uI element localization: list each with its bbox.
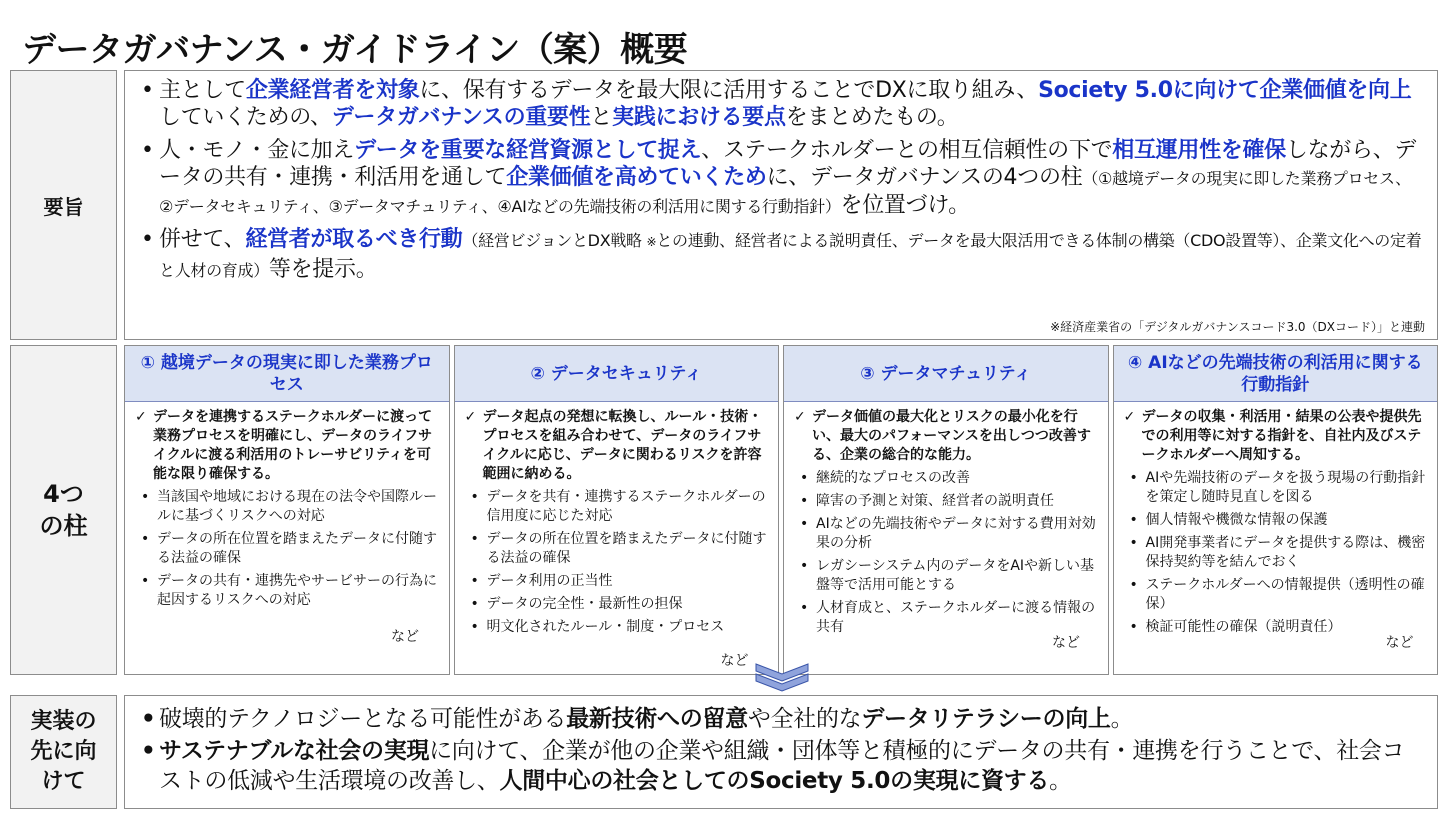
highlight: 実践における要点	[612, 105, 786, 130]
pillar-lead: ✓ データを連携するステークホルダーに渡って業務プロセスを明確にし、データのライフサイクルに渡る利活用のトレーサビリティを可能な限り確保する。	[133, 408, 441, 484]
etc-label: など	[391, 629, 419, 645]
pillar-4	[1113, 345, 1439, 675]
highlight: Society 5.0に向けて企業価値を向上	[1038, 78, 1412, 103]
note-mark: ※	[646, 235, 657, 249]
pillar-lead: ✓ データの収集・利活用・結果の公表や提供先での利用等に対する指針を、自社内及びステークホルダーへ周知する。	[1122, 408, 1430, 465]
implementation-label-text: 実装の先に向けて	[30, 709, 97, 794]
footnote: ※経済産業省の「デジタルガバナンスコード3.0（DXコード）」と連動	[1050, 320, 1425, 334]
list-item: • 検証可能性の確保（説明責任）	[1122, 618, 1430, 637]
bold-text: 人間中心の社会としてのSociety 5.0の実現に資する	[499, 768, 1050, 794]
highlight: 経営者が取るべき行動	[245, 227, 463, 252]
text: と	[590, 105, 613, 130]
text: 等を提示。	[268, 257, 378, 282]
highlight: データを重要な経営資源として捉え	[354, 138, 702, 163]
text: 破壊的テクノロジーとなる可能性がある	[159, 706, 567, 732]
bold-text: サステナブルな社会の実現	[159, 738, 430, 764]
text: や全社的な	[747, 706, 862, 732]
list-item: • データを共有・連携するステークホルダーの信用度に応じた対応	[463, 488, 771, 526]
text: に、データガバナンスの4つの柱	[766, 165, 1083, 190]
pillar-title: ④ AIなどの先端技術の利活用に関する行動指針	[1114, 346, 1438, 402]
implementation-box	[124, 695, 1438, 809]
small-text: （経営ビジョンとDX戦略	[462, 231, 647, 250]
list-item: • データの所在位置を踏まえたデータに付随する法益の確保	[463, 530, 771, 568]
list-item: • AI開発事業者にデータを提供する際は、機密保持契約等を結んでおく	[1122, 534, 1430, 572]
list-item: • AIや先端技術のデータを扱う現場の行動指針を策定し随時見直しを図る	[1122, 469, 1430, 507]
text: をまとめたもの。	[785, 105, 959, 130]
pillar-body	[125, 402, 449, 610]
etc-label: など	[1385, 635, 1414, 651]
text: に向けて、企業が他の企業や組織・団体等と積極的にデータの共有・連携を行うことで、社会コストの低減や生活環境の改善し、	[159, 738, 1405, 794]
highlight: 企業経営者を対象	[245, 78, 420, 103]
list-item: • 明文化されたルール・制度・プロセス	[463, 618, 771, 637]
text: に、保有するデータを最大限に活用することでDXに取り組み、	[419, 78, 1039, 103]
summary-bullet-1	[137, 77, 1423, 131]
implementation-bullet-2	[137, 736, 1423, 796]
pillar-title: ② データセキュリティ	[455, 346, 779, 402]
list-item: • レガシーシステム内のデータをAIや新しい基盤等で活用可能とする	[792, 557, 1100, 595]
list-item: • ステークホルダーへの情報提供（透明性の確保）	[1122, 576, 1430, 614]
pillar-title: ③ データマチュリティ	[784, 346, 1108, 402]
etc-label: など	[720, 653, 749, 669]
pillars-label	[10, 345, 117, 675]
summary-bullet-3	[137, 226, 1423, 284]
highlight: データガバナンスの重要性	[331, 105, 591, 130]
text: 。	[1049, 768, 1072, 794]
text: 併せて、	[159, 227, 246, 252]
list-item: • 継続的なプロセスの改善	[792, 469, 1100, 488]
list-item: • 障害の予測と対策、経営者の説明責任	[792, 492, 1100, 511]
pillars-container	[124, 345, 1438, 675]
page-title: データガバナンス・ガイドライン（案）概要	[22, 30, 688, 70]
text: 人・モノ・金に加え	[159, 138, 355, 163]
small-text: （①越境データの現実に即した業務プロセス、②データセキュリティ、③データマチュリティ、④AIなどの先端技術の利活用に関する行動指針）	[159, 169, 1411, 216]
text: を位置づけ。	[840, 193, 970, 218]
pillar-2	[454, 345, 780, 675]
text: 。	[1110, 706, 1134, 732]
summary-box	[124, 70, 1438, 340]
list-item: • データの共有・連携先やサービサーの行為に起因するリスクへの対応	[133, 572, 441, 610]
text: 主として	[159, 78, 246, 103]
highlight: 企業価値を高めていくため	[506, 165, 767, 190]
etc-label: など	[1052, 635, 1080, 651]
double-chevron-down-icon	[754, 662, 810, 692]
text: 、ステークホルダーとの相互信頼性の下で	[701, 138, 1113, 163]
pillar-3	[783, 345, 1109, 675]
pillar-lead: ✓ データ起点の発想に転換し、ルール・技術・プロセスを組み合わせて、データのライフサイクルに応じ、データに関わるリスクを許容範囲に納める。	[463, 408, 771, 484]
implementation-bullet-1	[137, 704, 1423, 734]
highlight: 相互運用性を確保	[1112, 138, 1286, 163]
summary-label: 要旨	[10, 70, 117, 340]
list-item: • データの完全性・最新性の担保	[463, 595, 771, 614]
summary-bullet-2	[137, 137, 1423, 220]
bold-text: データリテラシーの向上	[861, 706, 1111, 732]
list-item: • AIなどの先端技術やデータに対する費用対効果の分析	[792, 515, 1100, 553]
text: していくための、	[159, 105, 332, 130]
pillars-label-text: 4つの柱	[39, 480, 88, 540]
pillar-body	[1114, 402, 1438, 637]
pillar-title: ① 越境データの現実に即した業務プロセス	[125, 346, 449, 402]
pillar-lead: ✓ データ価値の最大化とリスクの最小化を行い、最大のパフォーマンスを出しつつ改善する、企業の総合的な能力。	[792, 408, 1100, 465]
pillar-1	[124, 345, 450, 675]
pillar-body	[455, 402, 779, 637]
text: しながら、データの共有・連携・利活用を通して	[159, 138, 1417, 190]
list-item: • 当該国や地域における現在の法令や国際ルールに基づくリスクへの対応	[133, 488, 441, 526]
implementation-label	[10, 695, 117, 809]
list-item: • 人材育成と、ステークホルダーに渡る情報の共有	[792, 599, 1100, 637]
small-text: との連動、経営者による説明責任、データを最大限活用できる体制の構築（CDO設置等）、企業文化への定着と人材の育成）	[159, 231, 1422, 280]
bold-text: 最新技術への留意	[566, 706, 748, 732]
pillar-body	[784, 402, 1108, 637]
list-item: • データ利用の正当性	[463, 572, 771, 591]
list-item: • データの所在位置を踏まえたデータに付随する法益の確保	[133, 530, 441, 568]
list-item: • 個人情報や機微な情報の保護	[1122, 511, 1430, 530]
